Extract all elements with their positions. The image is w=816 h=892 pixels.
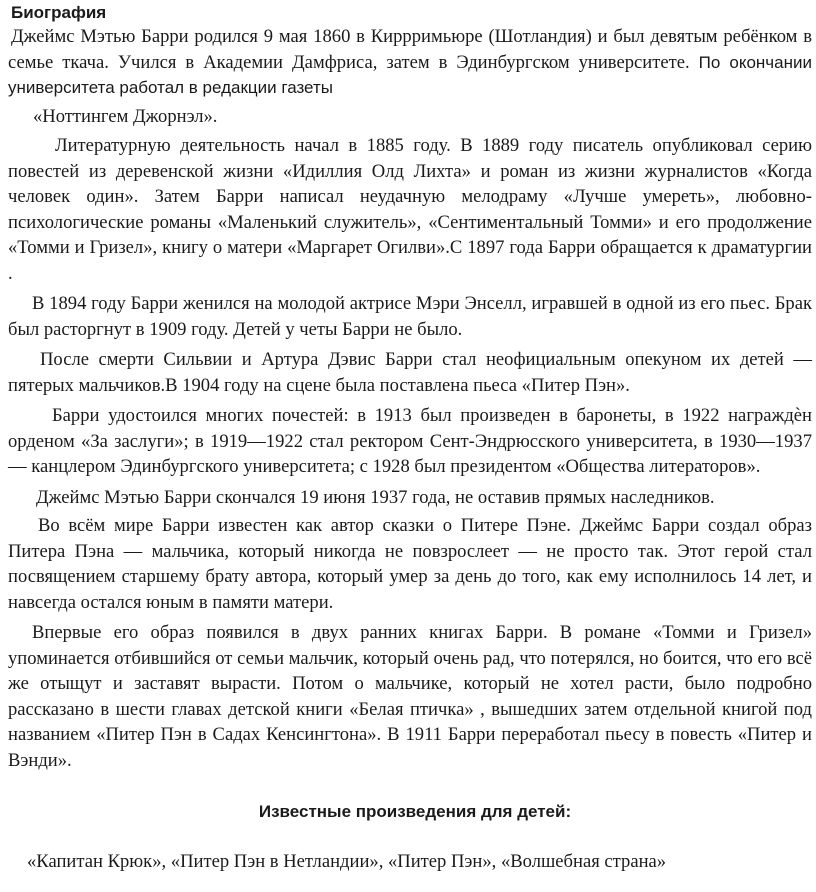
paragraph-birth-text: Джеймс Мэтью Барри родился 9 мая 1860 в Киррримьюре (Шотландия) и был девятым ребёнком в семье ткача. Учился в Академии Дамфриса, затем в Эдинбургском университете. — [8, 26, 812, 73]
paragraph-newspaper: «Ноттингем Джорнэл». — [33, 105, 218, 127]
works-heading: Известные произведения для детей: — [258, 802, 572, 821]
paragraph-birth — [8, 24, 812, 101]
paragraph-marriage: В 1894 году Барри женился на молодой актрисе Мэри Энселл, игравшей в одной из его пьес. Брак был расторгнут в 1909 году. Детей у четы Барри не было. — [8, 293, 812, 340]
paragraph-guardianship: После смерти Сильвии и Артура Дэвис Барри стал неофициальным опекуном их детей — пятерых мальчиков.В 1904 году на сцене была поставлена пьеса «Питер Пэн». — [8, 349, 812, 396]
paragraph-peter-pan: Во всём мире Барри известен как автор сказки о Питере Пэне. Джеймс Барри создал образ Питера Пэна — мальчика, который никогда не повзрослеет — не просто так. Этот герой стал посвящением старшему брату автора, который умер за день до того, как ему исполнилось 14 лет, и навсегда остался юным в памяти матери. — [8, 515, 812, 613]
paragraph-birth-tail: По окончании университета работал в редакции газеты — [8, 52, 813, 97]
paragraph-first-appearance: Впервые его образ появился в двух ранних книгах Барри. В романе «Томми и Гризел» упоминается отбившийся от семьи мальчик, который очень рад, что потерялся, но боится, что его всё же отыщут и заставят вырасти. Потом о мальчике, который не хотел расти, было подробно рассказано в шести главах детской книги «Белая птичка» , вышедших затем отдельной книгой под названием «Питер Пэн в Садах Кенсингтона». В 1911 Барри переработал пьесу в повесть «Питер и Вэнди». — [8, 622, 812, 771]
works-list: «Капитан Крюк», «Питер Пэн в Нетландии», «Питер Пэн», «Волшебная страна» — [27, 850, 667, 872]
paragraph-honors: Барри удостоился многих почестей: в 1913 был произведен в баронеты, в 1922 награждѐн орденом «За заслуги»; в 1919—1922 стал ректором Сент-Эндрюсского университета, в 1930—1937 — канцлером Эдинбургского университета; с 1928 был президентом «Общества литераторов». — [8, 405, 812, 477]
page-title: Биография — [11, 3, 107, 22]
paragraph-death: Джеймс Мэтью Барри скончался 19 июня 1937 года, не оставив прямых наследников. — [36, 486, 715, 508]
paragraph-literary-career: Литературную деятельность начал в 1885 году. В 1889 году писатель опубликовал серию повестей из деревенской жизни «Идиллия Олд Лихта» и роман из жизни журналистов «Когда человек один». Затем Барри написал неудачную мелодраму «Лучше умереть», любовно-психологические романы «Маленький служитель», «Сентиментальный Томми» и его продолжение «Томми и Гризел», книгу о матери «Маргарет Огилви».С 1897 года Барри обращается к драматургии . — [8, 135, 812, 284]
document-page — [8, 0, 812, 874]
